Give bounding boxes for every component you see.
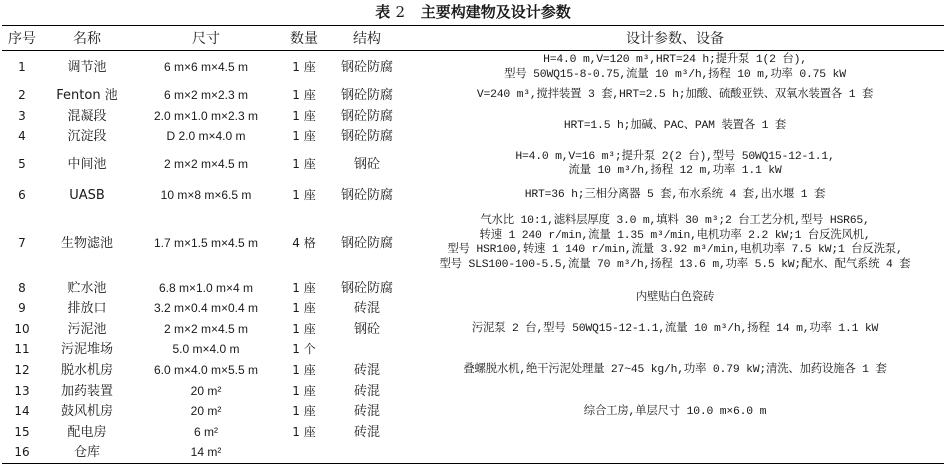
cell-index: 13 [14,384,30,398]
table-row [2,278,944,299]
cell-params: V=240 m³,搅拌装置 3 套,HRT=2.5 h;加酸、硫酸亚铁、双氧水装置各 1 套 [476,89,874,101]
cell-structure: 钢砼防腐 [340,235,393,251]
cell-params: HRT=1.5 h;加碱、PAC、PAM 装置各 1 套 [563,120,787,132]
cell-name: 鼓风机房 [60,404,113,419]
structures-table [2,25,944,464]
cell-structure: 砖混 [353,363,380,378]
cell-name: 中间池 [67,156,107,172]
cell-size: 14 m² [190,445,222,460]
cell-quantity: 1 个 [292,342,316,356]
cell-quantity: 1 座 [292,60,316,75]
table-row [2,182,944,209]
table-row [2,147,944,182]
cell-quantity: 1 座 [292,109,316,123]
cell-size: 6 m×2 m×2.3 m [163,88,249,102]
header-params: 设计参数、设备 [626,31,724,47]
table-row [2,51,944,85]
cell-index: 14 [14,404,30,418]
cell-name: 污泥池 [67,321,107,337]
caption-label: 表 [375,3,391,21]
header-structure: 结构 [353,31,381,47]
cell-index: 6 [18,187,26,202]
cell-size: 6 m×6 m×4.5 m [163,60,249,75]
header-name: 名称 [73,31,101,47]
cell-size: 6.8 m×1.0 m×4 m [158,280,254,295]
cell-quantity: 1 座 [292,280,316,295]
cell-quantity: 4 格 [292,235,316,250]
cell-quantity [280,443,328,464]
header-size: 尺寸 [192,31,220,47]
cell-name: 排放口 [67,301,107,316]
cell-quantity: 1 座 [292,88,316,102]
header-quantity: 数量 [290,31,318,47]
cell-size: 2.0 m×1.0 m×2.3 m [153,109,259,123]
header-row [2,26,944,51]
table-row [2,107,944,127]
cell-quantity: 1 座 [292,156,316,171]
cell-params: 污泥泵 2 台,型号 50WQ15-12-1.1,流量 10 m³/h,扬程 14 m,功率 1.1 kW [471,322,879,335]
cell-name: 仓库 [73,445,100,461]
cell-quantity: 1 座 [292,187,316,202]
cell-quantity: 1 座 [292,363,316,377]
cell-name: 沉淀段 [67,129,107,144]
cell-params [406,51,944,85]
cell-structure: 钢砼防腐 [340,109,393,124]
cell-structure: 砖混 [353,424,380,440]
cell-structure: 砖混 [353,404,380,419]
cell-structure: 钢砼防腐 [340,60,393,76]
cell-quantity: 1 座 [292,424,316,439]
cell-name: 贮水池 [67,280,107,296]
cell-params: 叠螺脱水机,绝干污泥处理量 27~45 kg/h,功率 0.79 kW;清洗、加药设施各 1 套 [463,364,887,376]
cell-index: 15 [14,424,30,439]
cell-name: 脱水机房 [60,363,113,378]
cell-size: 2 m×2 m×4.5 m [163,156,249,171]
cell-index: 9 [18,301,26,315]
param-line: H=4.0 m,V=16 m³;提升泵 2(2 台),型号 50WQ15-12-1.1, [515,150,835,163]
cell-params [406,147,944,182]
cell-size: 6 m² [194,424,218,439]
header-index: 序号 [8,31,36,47]
cell-structure: 钢砼防腐 [340,187,393,203]
cell-name: 加药装置 [60,384,113,399]
table-row [2,209,944,278]
cell-quantity: 1 座 [292,301,316,315]
cell-name: 调节池 [67,60,107,76]
cell-size: 6.0 m×4.0 m×5.5 m [153,363,259,377]
cell-size: 3.2 m×0.4 m×0.4 m [153,301,259,315]
table-row [2,85,944,107]
cell-index: 4 [18,129,26,143]
cell-structure: 砖混 [353,301,380,316]
param-line: 型号 SLS100-100-5.5,流量 70 m³/h,扬程 13.6 m,功率 5.5 kW;配水、配气系统 4 套 [439,258,911,271]
cell-structure [328,340,406,360]
cell-size: 20 m² [190,404,222,418]
cell-name: 混凝段 [67,109,107,124]
cell-name: UASB [69,187,105,203]
table-row [2,340,944,360]
cell-size: 1.7 m×1.5 m×4.5 m [153,235,259,250]
param-line: 流量 10 m³/h,扬程 12 m,功率 1.1 kW [568,165,782,177]
cell-params: 综合工房,单层尺寸 10.0 m×6.0 m [583,405,767,418]
cell-structure: 钢砼 [353,156,380,172]
table-row [2,319,944,340]
table-caption [0,3,946,21]
param-line: 型号 HSR100,转速 1 140 r/min,流量 3.92 m³/min,电机功率 7.5 kW;1 台反洗泵, [447,244,903,256]
cell-structure: 钢砼防腐 [340,129,393,144]
cell-params [406,340,944,360]
table-row [2,382,944,402]
cell-structure: 钢砼 [353,321,380,337]
caption-number: 2 [395,3,406,21]
table-row [2,360,944,382]
cell-params: HRT=36 h;三相分离器 5 套,布水系统 4 套,出水堰 1 套 [524,188,826,201]
cell-params [406,209,944,278]
cell-size: 20 m² [190,384,222,398]
cell-index: 8 [18,280,26,295]
cell-size: 10 m×8 m×6.5 m [160,187,252,202]
cell-size: 2 m×2 m×4.5 m [163,321,249,336]
param-line: 型号 50WQ15-8-0.75,流量 10 m³/h,扬程 10 m,功率 0.75 kW [504,68,846,81]
cell-index: 16 [14,445,30,460]
cell-index: 12 [14,363,30,377]
cell-structure: 钢砼防腐 [340,280,393,296]
caption-title: 主要构建物及设计参数 [420,3,571,21]
cell-name: Fenton 池 [56,88,118,103]
param-line: 气水比 10:1,滤料层厚度 3.0 m,填料 30 m³;2 台工艺分机,型号 HSR65, [480,215,870,227]
cell-index: 1 [18,60,26,75]
cell-size: D 2.0 m×4.0 m [166,129,246,143]
cell-structure: 砖混 [353,384,380,399]
cell-params [406,443,944,464]
cell-index: 3 [18,109,26,123]
cell-params: 内壁贴白色瓷砖 [635,291,715,304]
cell-quantity: 1 座 [292,404,316,418]
cell-structure [328,443,406,464]
cell-index: 11 [14,342,30,356]
cell-index: 7 [18,235,26,250]
cell-index: 10 [14,321,30,336]
cell-quantity: 1 座 [292,129,316,143]
cell-structure: 钢砼防腐 [340,88,393,103]
cell-name: 配电房 [67,424,107,440]
cell-index: 5 [18,156,26,171]
param-line: 转速 1 240 r/min,流量 1.35 m³/min,电机功率 2.2 kW;1 台反洗风机, [479,229,871,242]
param-line: H=4.0 m,V=120 m³,HRT=24 h;提升泵 1(2 台), [543,54,807,67]
cell-index: 2 [18,88,26,102]
table-row [2,443,944,464]
cell-name: 生物滤池 [60,235,113,251]
cell-size: 5.0 m×4.0 m [172,342,240,356]
cell-quantity: 1 座 [292,321,316,336]
cell-name: 污泥堆场 [60,342,113,357]
cell-quantity: 1 座 [292,384,316,398]
